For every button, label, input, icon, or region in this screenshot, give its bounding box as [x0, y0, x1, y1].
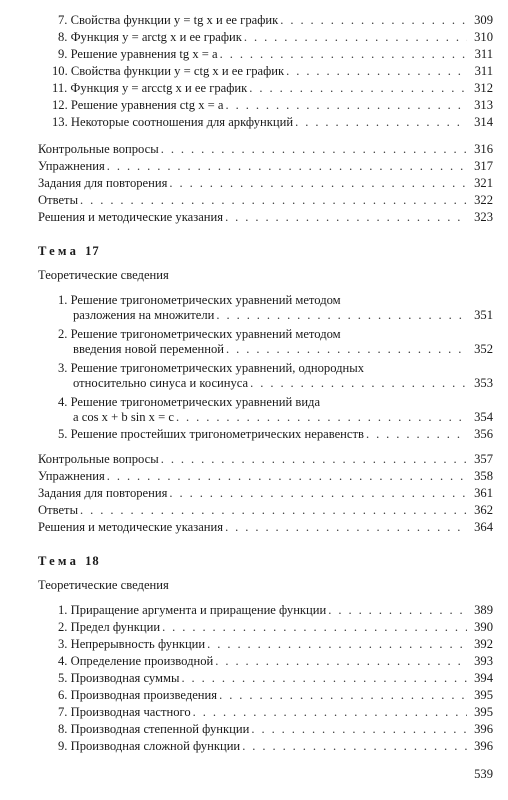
section-heading: Тема 17: [38, 244, 100, 258]
leader-dots: [226, 98, 467, 113]
toc-entry[interactable]: 2. Решение тригонометрических уравнений методом введения новой переменной . . . 352: [58, 327, 493, 357]
toc-entry[interactable]: 7. Производная частного . . . 395: [58, 705, 493, 720]
toc-entry[interactable]: 1. Приращение аргумента и приращение функции . . . 389: [58, 603, 493, 618]
leader-dots: [219, 688, 467, 703]
toc-entry[interactable]: 4. Определение производной . . . 393: [58, 654, 493, 669]
toc-entry[interactable]: Решения и методические указания . . . 364: [38, 520, 493, 535]
toc-entry[interactable]: Ответы . . . 362: [38, 503, 493, 518]
leader-dots: [107, 159, 467, 174]
toc-entry[interactable]: 3. Решение тригонометрических уравнений, однородных относительно синуса и косинуса . . . 353: [58, 361, 493, 391]
leader-dots: [225, 520, 467, 535]
leader-dots: [220, 47, 467, 62]
toc-entry[interactable]: 11. Функция y = arcctg x и ее график . . . 312: [52, 81, 493, 96]
toc-entry[interactable]: Упражнения . . . 317: [38, 159, 493, 174]
leader-dots: [280, 13, 467, 28]
leader-dots: [162, 620, 467, 635]
leader-dots: [207, 637, 467, 652]
toc-entry[interactable]: Контрольные вопросы . . . 316: [38, 142, 493, 157]
toc-entry[interactable]: 8. Производная степенной функции . . . 396: [58, 722, 493, 737]
toc-entry[interactable]: 5. Решение простейших тригонометрических неравенств . . . 356: [58, 427, 493, 442]
section-theory-title: Теоретические сведения: [38, 268, 169, 282]
leader-dots: [249, 81, 467, 96]
toc-entry[interactable]: 2. Предел функции . . . 390: [58, 620, 493, 635]
toc-entry[interactable]: 4. Решение тригонометрических уравнений вида a cos x + b sin x = c . . . 354: [58, 395, 493, 425]
leader-dots: [169, 176, 467, 191]
page-number: 539: [474, 767, 493, 781]
toc-entry[interactable]: 6. Производная произведения . . . 395: [58, 688, 493, 703]
toc-entry[interactable]: 7. Свойства функции y = tg x и ее график . . . 309: [58, 13, 493, 28]
leader-dots: [193, 705, 467, 720]
leader-dots: [225, 210, 467, 225]
leader-dots: [107, 469, 467, 484]
section-heading: Тема 18: [38, 554, 100, 568]
leader-dots: [181, 671, 467, 686]
leader-dots: [176, 410, 467, 425]
leader-dots: [215, 654, 467, 669]
toc-entry[interactable]: 3. Непрерывность функции . . . 392: [58, 637, 493, 652]
section-theory-title: Теоретические сведения: [38, 578, 169, 592]
toc-entry[interactable]: 10. Свойства функции y = ctg x и ее график . . . 311: [52, 64, 493, 79]
toc-entry[interactable]: Решения и методические указания . . . 323: [38, 210, 493, 225]
leader-dots: [226, 342, 467, 357]
toc-entry[interactable]: 8. Функция y = arctg x и ее график . . . 310: [58, 30, 493, 45]
toc-entry[interactable]: Задания для повторения . . . 321: [38, 176, 493, 191]
leader-dots: [244, 30, 467, 45]
leader-dots: [328, 603, 467, 618]
leader-dots: [295, 115, 467, 130]
leader-dots: [161, 142, 467, 157]
toc-entry[interactable]: Задания для повторения . . . 361: [38, 486, 493, 501]
toc-entry[interactable]: 12. Решение уравнения ctg x = a . . . 313: [52, 98, 493, 113]
toc-entry[interactable]: 9. Производная сложной функции . . . 396: [58, 739, 493, 754]
leader-dots: [250, 376, 467, 391]
leader-dots: [169, 486, 467, 501]
toc-entry[interactable]: 1. Решение тригонометрических уравнений методом разложения на множители . . . 351: [58, 293, 493, 323]
toc-entry[interactable]: Ответы . . . 322: [38, 193, 493, 208]
toc-entry[interactable]: Контрольные вопросы . . . 357: [38, 452, 493, 467]
toc-entry[interactable]: 5. Производная суммы . . . 394: [58, 671, 493, 686]
leader-dots: [161, 452, 467, 467]
leader-dots: [216, 308, 467, 323]
leader-dots: [366, 427, 467, 442]
leader-dots: [242, 739, 467, 754]
leader-dots: [286, 64, 467, 79]
leader-dots: [80, 193, 467, 208]
toc-entry[interactable]: 9. Решение уравнения tg x = a . . . 311: [58, 47, 493, 62]
leader-dots: [80, 503, 467, 518]
toc-entry[interactable]: Упражнения . . . 358: [38, 469, 493, 484]
leader-dots: [251, 722, 467, 737]
toc-entry[interactable]: 13. Некоторые соотношения для аркфункций . . . 314: [52, 115, 493, 130]
